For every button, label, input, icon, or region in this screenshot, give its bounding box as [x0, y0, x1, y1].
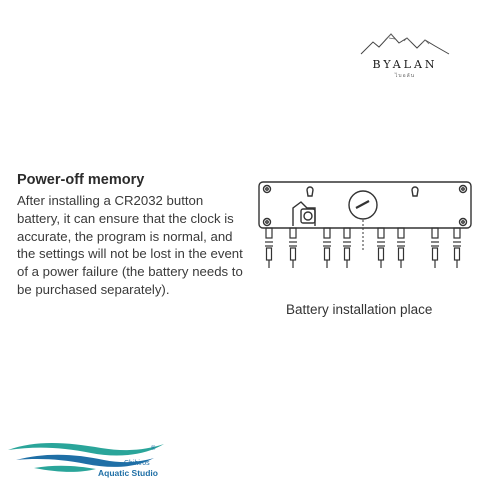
brand-subtitle: ไบอลัน: [394, 73, 416, 79]
mountain-icon: [359, 30, 451, 56]
screw-icon: [264, 219, 271, 226]
chihiros-name: Chihiros: [124, 460, 150, 467]
controller-body: [259, 182, 471, 228]
chihiros-subtitle: Aquatic Studio: [98, 468, 158, 478]
registered-mark: ®: [151, 446, 156, 452]
mount-hole-icon: [307, 187, 313, 196]
controller-diagram: [255, 180, 475, 300]
screw-icon: [460, 219, 467, 226]
section-title: Power-off memory: [17, 172, 145, 188]
figure-caption: Battery installation place: [286, 302, 433, 317]
screw-icon: [460, 186, 467, 193]
mount-hole-icon: [412, 187, 418, 196]
brand-name: BYALAN: [372, 58, 438, 71]
screw-icon: [264, 186, 271, 193]
chihiros-logo: [6, 438, 176, 488]
byalan-logo: [350, 30, 460, 100]
section-body: After installing a CR2032 button battery, it can ensure that the clock is accurate, the program is normal, and the settings will not be lost in the event of a power failure (the battery needs to be purchased separately).: [17, 193, 243, 297]
